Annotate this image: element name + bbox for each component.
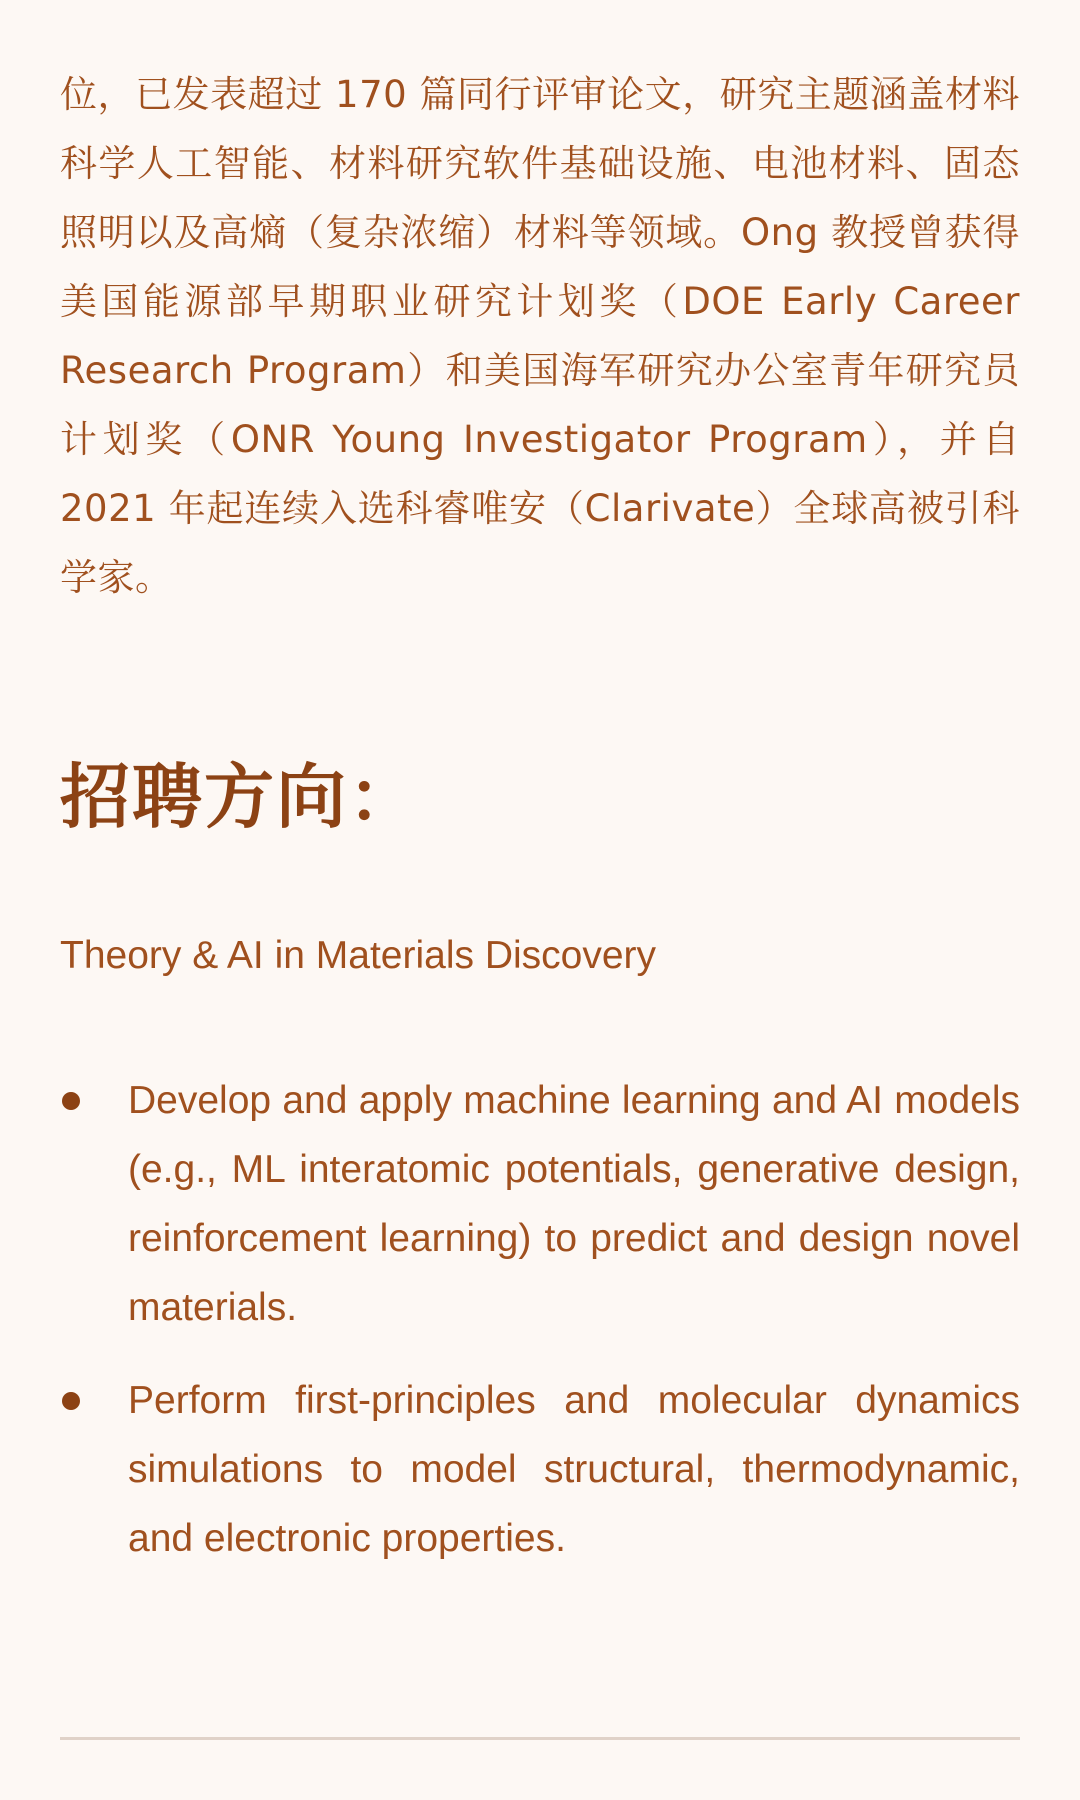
list-item <box>60 1066 1020 1342</box>
section-heading: 招聘方向： <box>60 756 420 838</box>
list-item-text: Develop and apply machine learning and AI models (e.g., ML interatomic potentials, generative design, reinforcement learning) to predict and design novel materials. <box>128 1079 1020 1329</box>
article-section <box>60 0 1020 1800</box>
bullet-dot-icon <box>62 1392 80 1410</box>
bullet-dot-icon <box>62 1092 80 1110</box>
list-item-text: Perform first-principles and molecular dynamics simulations to model structural, thermodynamic, and electronic properties. <box>128 1379 1020 1560</box>
bullet-list <box>60 1066 1020 1597</box>
list-item <box>60 1366 1020 1573</box>
intro-paragraph: 位，已发表超过 170 篇同行评审论文，研究主题涵盖材料科学人工智能、材料研究软件基础设施、电池材料、固态照明以及高熵（复杂浓缩）材料等领域。Ong 教授曾获得美国能源部早期职业研究计划奖（DOE Early Career Research Program）和美国海军研究办公室青年研究员计划奖（ONR Young Investigator Program），并自 2021 年起连续入选科睿唯安（Clarivate）全球高被引科学家。 <box>60 73 1020 599</box>
divider <box>60 1737 1020 1740</box>
section-subtitle: Theory & AI in Materials Discovery <box>60 934 657 977</box>
